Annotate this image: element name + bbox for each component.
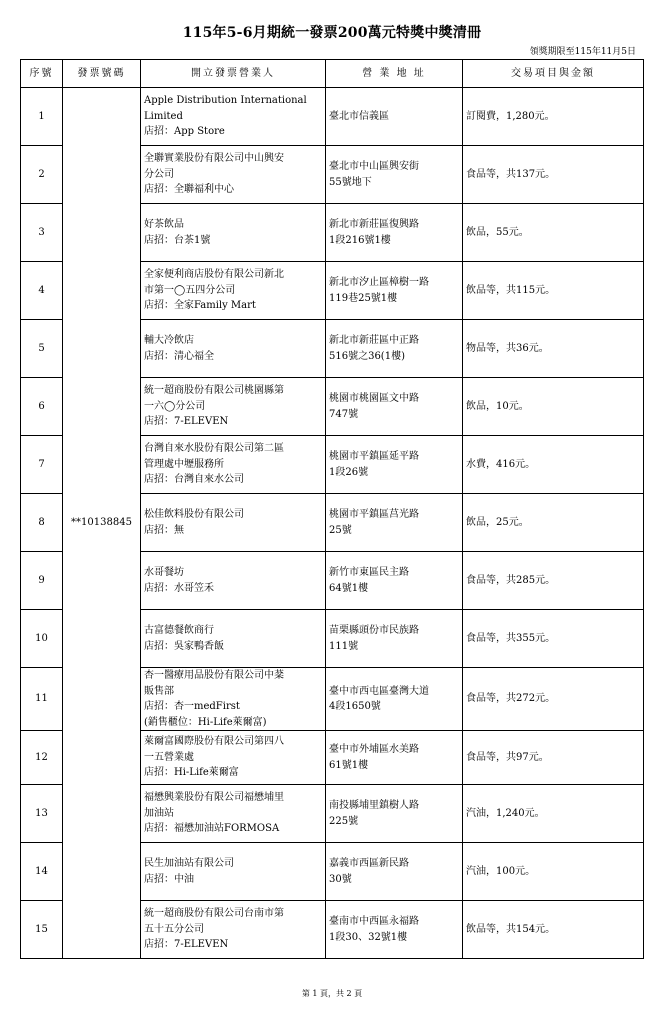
cell-line: 輔大冷飲店 bbox=[144, 335, 194, 346]
cell-line: 統一超商股份有限公司桃園縣第 bbox=[144, 385, 284, 397]
cell-line: 統一超商股份有限公司台南市第 bbox=[144, 908, 284, 920]
cell-line: 水哥餐坊 bbox=[144, 567, 184, 578]
cell-line: 店招：吳家鴨香飯 bbox=[144, 640, 224, 652]
cell-line: 臺北市信義區 bbox=[329, 110, 389, 122]
cell-line: 萊爾富國際股份有限公司第四八 bbox=[144, 736, 284, 748]
cell-merchant bbox=[141, 552, 326, 610]
header-merchant: 開立發票營業人 bbox=[141, 60, 326, 88]
cell-seq: 3 bbox=[21, 204, 63, 262]
cell-seq: 10 bbox=[21, 610, 63, 668]
cell-line: 店招：App Store bbox=[144, 126, 225, 138]
cell-merchant bbox=[141, 785, 326, 843]
cell-line: 新北市汐止區樟樹一路 bbox=[329, 277, 429, 288]
cell-line: 店招：杏一medFirst bbox=[144, 701, 240, 712]
cell-line: 25號 bbox=[329, 524, 352, 536]
cell-line: 一五營業處 bbox=[144, 751, 194, 763]
cell-merchant bbox=[141, 731, 326, 785]
cell-item-amount: 食品等，共97元。 bbox=[463, 731, 644, 785]
cell-item-amount: 飲品等，共154元。 bbox=[463, 901, 644, 959]
cell-seq: 1 bbox=[21, 88, 63, 146]
cell-item-amount: 食品等，共272元。 bbox=[463, 668, 644, 731]
cell-line: 1段216號1樓 bbox=[329, 234, 391, 246]
cell-merchant bbox=[141, 262, 326, 320]
cell-seq: 14 bbox=[21, 843, 63, 901]
cell-merchant bbox=[141, 88, 326, 146]
cell-address bbox=[326, 731, 463, 785]
cell-line: 台灣自來水股份有限公司第二區 bbox=[144, 443, 284, 455]
cell-line: 店招：全家Family Mart bbox=[144, 300, 256, 312]
winners-table bbox=[20, 59, 644, 959]
cell-line: 市第一◯五四分公司 bbox=[144, 284, 236, 296]
cell-line: 民生加油站有限公司 bbox=[144, 858, 234, 869]
cell-seq: 7 bbox=[21, 436, 63, 494]
cell-line: 店招：福懋加油站FORMOSA bbox=[144, 823, 280, 835]
cell-line: 桃園市桃園區文中路 bbox=[329, 393, 419, 404]
cell-line: 1段30、32號1樓 bbox=[329, 931, 408, 943]
cell-line: 店招：中油 bbox=[144, 873, 194, 885]
cell-item-amount: 飲品，10元。 bbox=[463, 378, 644, 436]
cell-merchant bbox=[141, 494, 326, 552]
cell-line: 61號1樓 bbox=[329, 759, 369, 771]
cell-line: 4段1650號 bbox=[329, 701, 381, 712]
cell-merchant bbox=[141, 436, 326, 494]
cell-seq: 4 bbox=[21, 262, 63, 320]
cell-item-amount: 物品等，共36元。 bbox=[463, 320, 644, 378]
cell-line: 店招：台茶1號 bbox=[144, 234, 211, 246]
cell-line: 店招：水哥笠禾 bbox=[144, 582, 214, 594]
table-body bbox=[21, 88, 644, 959]
header-item: 交易項目與金額 bbox=[463, 60, 644, 88]
cell-merchant bbox=[141, 610, 326, 668]
cell-address bbox=[326, 88, 463, 146]
cell-address bbox=[326, 320, 463, 378]
cell-address bbox=[326, 436, 463, 494]
cell-line: 516號之36(1樓) bbox=[329, 350, 405, 362]
cell-line: 桃園市平鎮區延平路 bbox=[329, 451, 419, 462]
cell-line: 店招：全聯福利中心 bbox=[144, 184, 234, 196]
cell-line: 臺南市中西區永福路 bbox=[329, 916, 419, 927]
cell-line: 臺中市外埔區水美路 bbox=[329, 744, 419, 755]
cell-line: 臺中市西屯區臺灣大道 bbox=[329, 685, 429, 697]
cell-line: 店招：清心福全 bbox=[144, 350, 214, 362]
cell-merchant bbox=[141, 843, 326, 901]
claim-deadline: 領獎期限至115年11月5日 bbox=[529, 47, 636, 57]
cell-line: 119巷25號1樓 bbox=[329, 292, 398, 304]
cell-merchant bbox=[141, 146, 326, 204]
cell-item-amount: 汽油，100元。 bbox=[463, 843, 644, 901]
cell-line: 店招：7-ELEVEN bbox=[144, 939, 229, 951]
cell-line: 全家便利商店股份有限公司新北 bbox=[144, 269, 284, 281]
cell-line: 加油站 bbox=[144, 807, 174, 819]
cell-line: 1段26號 bbox=[329, 466, 369, 478]
cell-address bbox=[326, 785, 463, 843]
cell-address bbox=[326, 146, 463, 204]
cell-address bbox=[326, 668, 463, 731]
cell-line: 福懋興業股份有限公司福懋埔里 bbox=[144, 792, 284, 804]
cell-address bbox=[326, 610, 463, 668]
cell-seq: 13 bbox=[21, 785, 63, 843]
cell-line: (銷售櫃位：Hi-Life萊爾富) bbox=[144, 716, 267, 728]
cell-seq: 9 bbox=[21, 552, 63, 610]
table-row bbox=[21, 88, 644, 146]
cell-line: Apple Distribution International bbox=[144, 95, 307, 107]
cell-line: 店招：台灣自來水公司 bbox=[144, 474, 244, 486]
cell-seq: 8 bbox=[21, 494, 63, 552]
cell-line: 新北市新莊區中正路 bbox=[329, 335, 419, 346]
cell-merchant bbox=[141, 204, 326, 262]
cell-address bbox=[326, 552, 463, 610]
cell-line: 杏一醫療用品股份有限公司中棻 bbox=[144, 670, 284, 681]
cell-invoice-number: **10138845 bbox=[63, 88, 141, 959]
cell-merchant bbox=[141, 378, 326, 436]
cell-line: 松佳飲料股份有限公司 bbox=[144, 509, 244, 520]
header-seq: 序號 bbox=[21, 60, 63, 88]
cell-seq: 6 bbox=[21, 378, 63, 436]
cell-line: 一六◯分公司 bbox=[144, 400, 206, 412]
page-title: 115年5-6月期統一發票200萬元特獎中獎清冊 bbox=[182, 25, 482, 41]
cell-line: 64號1樓 bbox=[329, 582, 369, 594]
cell-line: 新竹市東區民主路 bbox=[329, 567, 409, 578]
header-invoice: 發票號碼 bbox=[63, 60, 141, 88]
cell-line: 111號 bbox=[329, 640, 359, 652]
cell-line: 店招：Hi-Life萊爾富 bbox=[144, 767, 239, 779]
cell-seq: 2 bbox=[21, 146, 63, 204]
cell-line: 747號 bbox=[329, 408, 359, 420]
cell-item-amount: 飲品，25元。 bbox=[463, 494, 644, 552]
cell-item-amount: 飲品，55元。 bbox=[463, 204, 644, 262]
cell-line: 新北市新莊區復興路 bbox=[329, 219, 419, 230]
cell-address bbox=[326, 204, 463, 262]
page-footer: 第 1 頁，共 2 頁 bbox=[301, 989, 363, 998]
table-header-row bbox=[21, 60, 644, 88]
cell-item-amount: 水費，416元。 bbox=[463, 436, 644, 494]
cell-line: 好茶飲品 bbox=[144, 219, 184, 230]
cell-line: 臺北市中山區興安街 bbox=[329, 161, 419, 172]
cell-line: 管理處中壢服務所 bbox=[144, 458, 224, 470]
cell-line: 嘉義市西區新民路 bbox=[329, 858, 409, 869]
cell-line: 五十五分公司 bbox=[144, 923, 204, 935]
cell-address bbox=[326, 262, 463, 320]
cell-item-amount: 訂閱費，1,280元。 bbox=[463, 88, 644, 146]
cell-address bbox=[326, 901, 463, 959]
cell-line: Limited bbox=[144, 110, 183, 122]
cell-line: 全聯實業股份有限公司中山興安 bbox=[144, 153, 284, 165]
cell-line: 店招：7-ELEVEN bbox=[144, 416, 229, 428]
cell-merchant bbox=[141, 901, 326, 959]
cell-item-amount: 食品等，共285元。 bbox=[463, 552, 644, 610]
cell-line: 30號 bbox=[329, 873, 352, 885]
cell-line: 分公司 bbox=[144, 168, 174, 180]
cell-line: 古富德餐飲商行 bbox=[144, 625, 214, 636]
cell-item-amount: 汽油，1,240元。 bbox=[463, 785, 644, 843]
cell-merchant bbox=[141, 668, 326, 731]
cell-item-amount: 食品等，共355元。 bbox=[463, 610, 644, 668]
cell-address bbox=[326, 843, 463, 901]
cell-seq: 12 bbox=[21, 731, 63, 785]
cell-line: 南投縣埔里鎮樹人路 bbox=[329, 800, 419, 811]
cell-merchant bbox=[141, 320, 326, 378]
cell-line: 販售部 bbox=[144, 685, 174, 697]
header-address: 營 業 地 址 bbox=[326, 60, 463, 88]
cell-seq: 15 bbox=[21, 901, 63, 959]
cell-line: 55號地下 bbox=[329, 176, 372, 188]
cell-line: 苗栗縣頭份市民族路 bbox=[329, 625, 419, 636]
cell-line: 桃園市平鎮區莒光路 bbox=[329, 509, 419, 520]
cell-item-amount: 食品等，共137元。 bbox=[463, 146, 644, 204]
cell-line: 225號 bbox=[329, 815, 359, 827]
cell-address bbox=[326, 378, 463, 436]
cell-seq: 11 bbox=[21, 668, 63, 731]
cell-address bbox=[326, 494, 463, 552]
cell-line: 店招：無 bbox=[144, 524, 184, 536]
cell-item-amount: 飲品等，共115元。 bbox=[463, 262, 644, 320]
cell-seq: 5 bbox=[21, 320, 63, 378]
